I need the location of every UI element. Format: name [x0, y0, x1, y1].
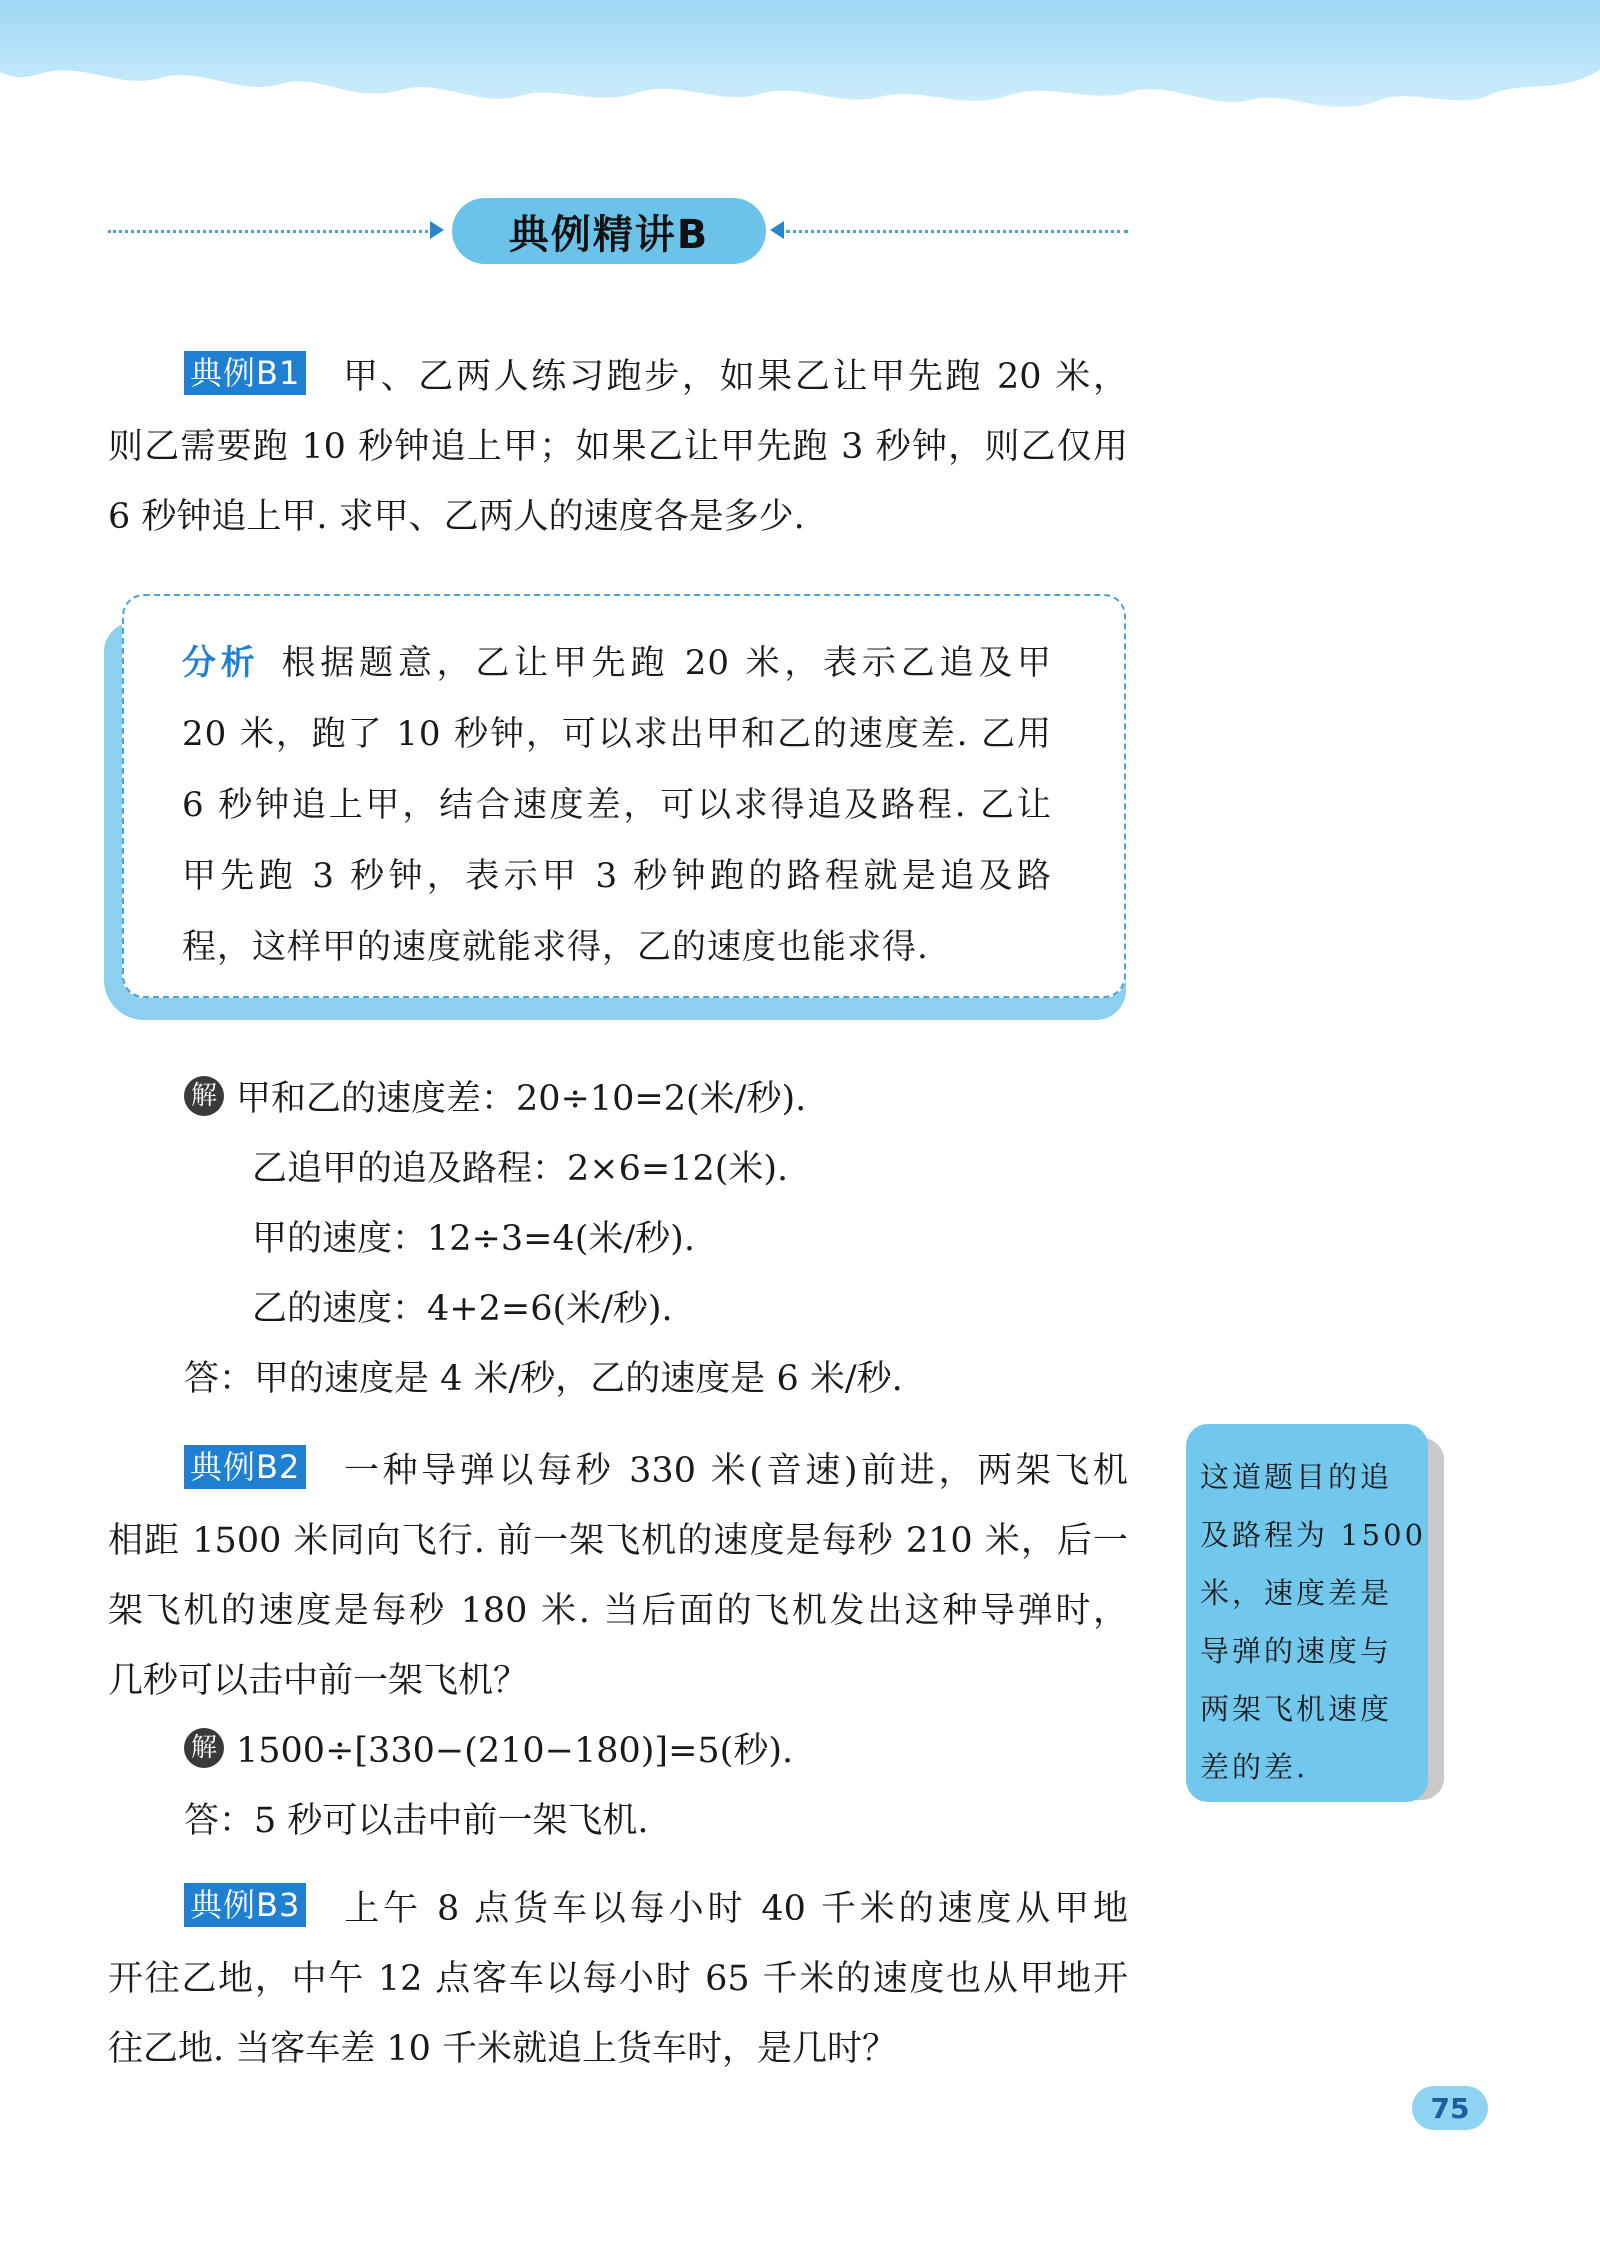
- solution-b1-step-3: 甲的速度：12÷3=4(米/秒).: [252, 1219, 695, 1259]
- solution-b1-step-1: 解 甲和乙的速度差：20÷10=2(米/秒).: [184, 1064, 1084, 1134]
- answer-b1-text: 答：甲的速度是 4 米/秒，乙的速度是 6 米/秒.: [184, 1359, 903, 1399]
- page-number: 75: [1430, 2091, 1470, 2125]
- example-b1-line-1: 典例B1 甲、乙两人练习跑步，如果乙让甲先跑 20 米，: [108, 342, 1128, 412]
- solution-b2: [184, 1716, 1084, 1856]
- side-note-line-5: 两架飞机速度: [1200, 1692, 1393, 1726]
- section-title-pill: [452, 198, 766, 264]
- header-dotted-line-left: [108, 230, 428, 233]
- side-note-line-3: 米，速度差是: [1200, 1576, 1393, 1610]
- example-b2: [108, 1436, 1128, 1716]
- page-number-badge: [1412, 2086, 1488, 2130]
- example-b1-line-2: 则乙需要跑 10 秒钟追上甲；如果乙让甲先跑 3 秒钟，则乙仅用: [108, 427, 1128, 467]
- arrow-left-icon: [770, 221, 784, 239]
- example-b2-line-2: 相距 1500 米同向飞行. 前一架飞机的速度是每秒 210 米，后一: [108, 1521, 1128, 1561]
- arrow-right-icon: [430, 221, 444, 239]
- example-b3: [108, 1874, 1128, 2084]
- solution-b2-step: 解 1500÷[330−(210−180)]=5(秒).: [184, 1716, 1084, 1786]
- example-b2-line-1: 典例B2 一种导弹以每秒 330 米(音速)前进，两架飞机: [108, 1436, 1128, 1506]
- solution-icon: 解: [184, 1076, 224, 1116]
- example-b2-line-4: 几秒可以击中前一架飞机？: [108, 1661, 529, 1701]
- example-b1: [108, 342, 1128, 552]
- sky-cloud-banner: [0, 0, 1600, 140]
- analysis-line-3: 6 秒钟追上甲，结合速度差，可以求得追及路程. 乙让: [182, 785, 1052, 825]
- solution-b1: [184, 1064, 1084, 1344]
- analysis-line-2: 20 米，跑了 10 秒钟，可以求出甲和乙的速度差. 乙用: [182, 714, 1052, 754]
- example-b3-line-1: 典例B3 上午 8 点货车以每小时 40 千米的速度从甲地: [108, 1874, 1128, 1944]
- section-title: 典例精讲B: [508, 211, 710, 258]
- section-header: [108, 196, 1128, 266]
- answer-b1: [184, 1344, 1084, 1414]
- analysis-line-5: 程，这样甲的速度就能求得，乙的速度也能求得.: [182, 927, 929, 967]
- example-b2-line-3: 架飞机的速度是每秒 180 米. 当后面的飞机发出这种导弹时，: [108, 1591, 1128, 1631]
- solution-icon: 解: [184, 1728, 224, 1768]
- analysis-line-1: 分析 根据题意，乙让甲先跑 20 米，表示乙追及甲: [182, 643, 1052, 683]
- answer-b2-text: 答：5 秒可以击中前一架飞机.: [184, 1801, 649, 1841]
- example-b1-tag: 典例B1: [184, 351, 306, 395]
- example-b3-tag: 典例B3: [184, 1883, 306, 1927]
- analysis-line-4: 甲先跑 3 秒钟，表示甲 3 秒钟跑的路程就是追及路: [182, 856, 1052, 896]
- header-dotted-line-right: [786, 230, 1128, 233]
- side-note-line-1: 这道题目的追: [1200, 1460, 1393, 1494]
- example-b2-tag: 典例B2: [184, 1445, 306, 1489]
- analysis-text: [182, 628, 1052, 983]
- side-note-line-2: 及路程为 1500: [1200, 1518, 1427, 1552]
- solution-b1-step-2: 乙追甲的追及路程：2×6=12(米).: [252, 1149, 789, 1189]
- side-note-line-6: 差的差.: [1200, 1750, 1309, 1784]
- example-b3-line-2: 开往乙地，中午 12 点客车以每小时 65 千米的速度也从甲地开: [108, 1959, 1128, 1999]
- side-note-text: [1200, 1448, 1427, 1796]
- analysis-label: 分析: [182, 643, 260, 683]
- example-b1-line-3: 6 秒钟追上甲. 求甲、乙两人的速度各是多少.: [108, 497, 805, 537]
- side-note-line-4: 导弹的速度与: [1200, 1634, 1393, 1668]
- solution-b1-step-4: 乙的速度：4+2=6(米/秒).: [252, 1289, 673, 1329]
- example-b3-line-3: 往乙地. 当客车差 10 千米就追上货车时，是几时？: [108, 2029, 898, 2069]
